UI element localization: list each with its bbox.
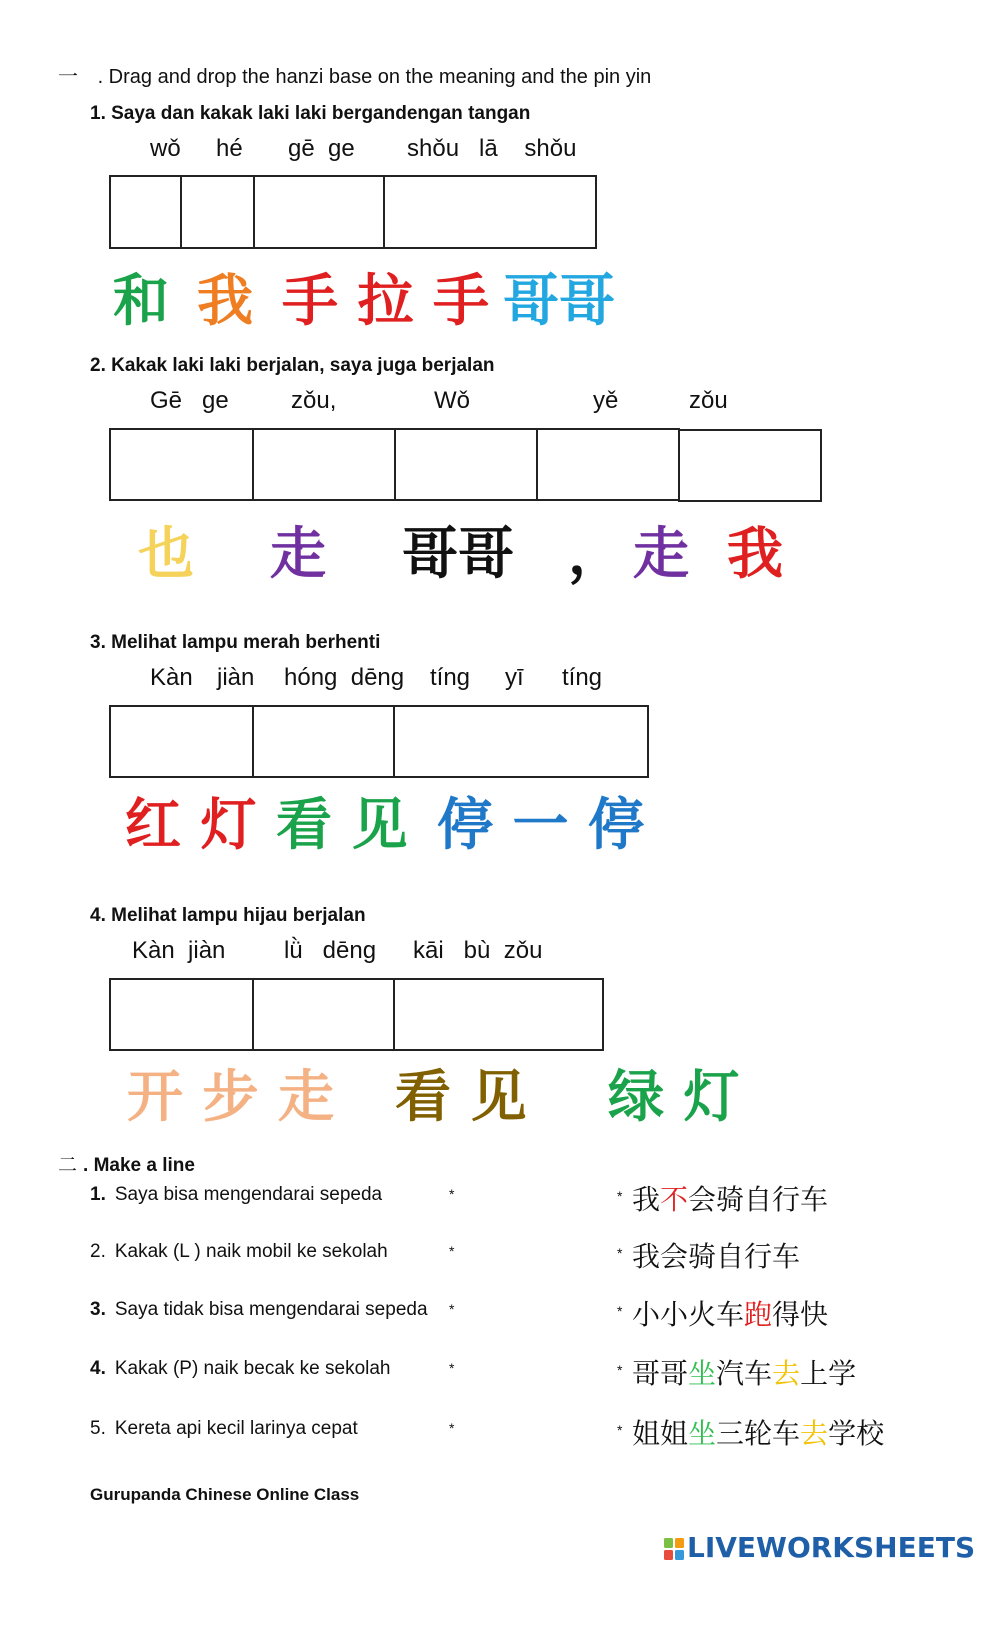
q3-title: 3. Melihat lampu merah berhenti: [90, 632, 381, 653]
q3-tile-ting-yi-ting[interactable]: [437, 793, 644, 858]
q3-drop-box-3[interactable]: [393, 705, 649, 778]
make-line-left-item-5: [90, 1418, 358, 1440]
make-line-left-anchor[interactable]: *: [449, 1360, 455, 1376]
make-line-right-item-1: [632, 1178, 828, 1218]
make-line-left-text: Saya bisa mengendarai sepeda: [114, 1184, 383, 1205]
section2-title: . Make a line: [83, 1155, 195, 1176]
make-line-right-anchor[interactable]: *: [617, 1362, 623, 1378]
make-line-right-segment: 小小火车: [632, 1298, 745, 1331]
make-line-left-number: 3.: [90, 1299, 106, 1320]
make-line-right-item-4: [632, 1352, 856, 1392]
q1-pinyin-3: gē ge: [288, 135, 355, 162]
make-line-right-item-5: [632, 1412, 884, 1452]
q3-tile-hongdeng[interactable]: [125, 793, 257, 858]
q1-pinyin-4: shǒu lā shǒu: [407, 135, 577, 162]
q2-tile-zou-1-text: 走: [270, 522, 326, 587]
q3-drop-box-1[interactable]: [109, 705, 254, 778]
q3-pinyin-4: tíng: [430, 664, 471, 691]
make-line-right-anchor[interactable]: *: [617, 1303, 623, 1319]
q2-pinyin-3: Wǒ: [434, 387, 470, 414]
make-line-left-number: 2.: [90, 1241, 106, 1262]
make-line-right-segment: 得快: [772, 1298, 829, 1331]
make-line-left-item-4: [90, 1358, 391, 1380]
make-line-left-number: 4.: [90, 1358, 106, 1379]
make-line-left-text: Saya tidak bisa mengendarai sepeda: [114, 1299, 428, 1320]
q2-drop-box-4[interactable]: [536, 428, 680, 501]
make-line-right-segment: 我: [632, 1183, 661, 1216]
q1-tile-he[interactable]: [113, 269, 169, 334]
q2-pinyin-2: zǒu,: [291, 387, 337, 414]
q2-tile-comma[interactable]: [568, 522, 624, 587]
q4-drop-box-2[interactable]: [252, 978, 395, 1051]
q3-tile-kanjian[interactable]: [276, 793, 408, 858]
section2-number: 二: [58, 1155, 78, 1176]
make-line-left-text: Kereta api kecil larinya cepat: [114, 1418, 358, 1439]
make-line-right-segment: 学校: [828, 1417, 885, 1450]
q1-tile-gege[interactable]: [503, 269, 615, 334]
make-line-left-item-3: [90, 1299, 428, 1321]
liveworksheets-brand[interactable]: [664, 1531, 975, 1564]
make-line-right-segment: 我会骑自行车: [632, 1240, 801, 1273]
q1-drop-box-1[interactable]: [109, 175, 182, 249]
q1-tile-gege-text: 哥哥: [503, 269, 615, 334]
make-line-right-anchor[interactable]: *: [617, 1188, 623, 1204]
q2-drop-box-2[interactable]: [252, 428, 396, 501]
q2-tile-gege-text: 哥哥: [402, 522, 514, 587]
q3-pinyin-2: jiàn: [217, 664, 255, 691]
q1-drop-box-4[interactable]: [383, 175, 597, 249]
q3-pinyin-3: hóng dēng: [284, 664, 405, 691]
q4-tile-kanjian[interactable]: [395, 1065, 527, 1130]
q4-drop-box-1[interactable]: [109, 978, 254, 1051]
q1-title: 1. Saya dan kakak laki laki bergandengan tangan: [90, 103, 531, 124]
q1-pinyin-2: hé: [216, 135, 243, 162]
make-line-left-anchor[interactable]: *: [449, 1243, 455, 1259]
section1-number: 一: [58, 66, 78, 88]
q2-title: 2. Kakak laki laki berjalan, saya juga berjalan: [90, 355, 495, 376]
make-line-left-text: Kakak (L ) naik mobil ke sekolah: [114, 1241, 388, 1262]
q4-tile-lvdeng[interactable]: [608, 1065, 740, 1130]
make-line-left-anchor[interactable]: *: [449, 1301, 455, 1317]
q2-tile-gege[interactable]: [402, 522, 514, 587]
q3-tile-kanjian-text: 看 见: [276, 793, 408, 858]
q2-tile-ye-text: 也: [138, 522, 194, 587]
q3-drop-box-2[interactable]: [252, 705, 395, 778]
q4-tile-lvdeng-text: 绿 灯: [608, 1065, 740, 1130]
q1-tile-shou-la-shou[interactable]: [282, 269, 489, 334]
q1-pinyin-1: wǒ: [150, 135, 181, 162]
q2-drop-box-5[interactable]: [678, 429, 822, 502]
make-line-right-segment: 去: [772, 1357, 801, 1390]
q1-tile-shou-la-shou-text: 手 拉 手: [282, 269, 489, 334]
q3-tile-hongdeng-text: 红 灯: [125, 793, 257, 858]
q2-tile-comma-text: ，: [568, 522, 624, 587]
make-line-right-segment: 跑: [744, 1298, 773, 1331]
q4-drop-box-3[interactable]: [393, 978, 604, 1051]
q4-pinyin-2: lǜ dēng: [284, 937, 377, 964]
make-line-right-item-3: [632, 1293, 828, 1333]
make-line-right-segment: 坐: [688, 1357, 717, 1390]
q4-pinyin-1: Kàn jiàn: [132, 937, 226, 964]
make-line-left-anchor[interactable]: *: [449, 1420, 455, 1436]
make-line-left-item-2: [90, 1241, 388, 1263]
q4-title: 4. Melihat lampu hijau berjalan: [90, 905, 366, 926]
q3-pinyin-6: tíng: [562, 664, 603, 691]
q2-pinyin-4: yě: [593, 387, 619, 414]
q4-tile-kanjian-text: 看 见: [395, 1065, 527, 1130]
liveworksheets-logo-icon: [664, 1538, 684, 1560]
section1-title: . Drag and drop the hanzi base on the meaning and the pin yin: [97, 66, 652, 88]
q2-drop-box-3[interactable]: [394, 428, 538, 501]
q2-tile-zou-2-text: 走: [633, 522, 689, 587]
q2-tile-wo[interactable]: [727, 522, 783, 587]
make-line-right-segment: 三轮车: [716, 1417, 801, 1450]
q3-pinyin-1: Kàn: [150, 664, 193, 691]
make-line-left-text: Kakak (P) naik becak ke sekolah: [114, 1358, 391, 1379]
make-line-left-item-1: [90, 1184, 382, 1206]
q2-tile-wo-text: 我: [727, 522, 783, 587]
section1-header: [58, 60, 651, 89]
make-line-right-segment: 汽车: [716, 1357, 773, 1390]
section2-header: [58, 1150, 195, 1177]
q2-pinyin-1: Gē ge: [150, 387, 229, 414]
q3-pinyin-5: yī: [505, 664, 524, 691]
q3-tile-ting-yi-ting-text: 停 一 停: [437, 793, 644, 858]
q1-drop-box-2[interactable]: [180, 175, 255, 249]
q2-pinyin-5: zǒu: [689, 387, 728, 414]
q1-tile-he-text: 和: [113, 269, 169, 334]
make-line-right-segment: 会骑自行车: [688, 1183, 829, 1216]
q2-tile-zou-2[interactable]: [633, 522, 689, 587]
q1-tile-wo[interactable]: [197, 269, 253, 334]
footer-text: Gurupanda Chinese Online Class: [90, 1485, 360, 1504]
make-line-right-segment: 姐姐: [632, 1417, 689, 1450]
q2-tile-zou-1[interactable]: [270, 522, 326, 587]
q4-tile-kai-bu-zou[interactable]: [127, 1065, 334, 1130]
q2-tile-ye[interactable]: [138, 522, 194, 587]
make-line-left-number: 5.: [90, 1418, 106, 1439]
make-line-right-anchor[interactable]: *: [617, 1422, 623, 1438]
make-line-left-anchor[interactable]: *: [449, 1186, 455, 1202]
q2-drop-box-1[interactable]: [109, 428, 254, 501]
make-line-right-anchor[interactable]: *: [617, 1245, 623, 1261]
make-line-right-segment: 坐: [688, 1417, 717, 1450]
make-line-left-number: 1.: [90, 1184, 106, 1205]
q1-tile-wo-text: 我: [197, 269, 253, 334]
liveworksheets-text: LIVEWORKSHEETS: [687, 1531, 976, 1564]
q4-tile-kai-bu-zou-text: 开 步 走: [127, 1065, 334, 1130]
make-line-right-item-2: [632, 1235, 800, 1275]
q4-pinyin-3: kāi bù zǒu: [413, 937, 543, 964]
make-line-right-segment: 哥哥: [632, 1357, 689, 1390]
make-line-right-segment: 去: [800, 1417, 829, 1450]
q1-drop-box-3[interactable]: [253, 175, 385, 249]
make-line-right-segment: 上学: [800, 1357, 857, 1390]
make-line-right-segment: 不: [660, 1183, 689, 1216]
